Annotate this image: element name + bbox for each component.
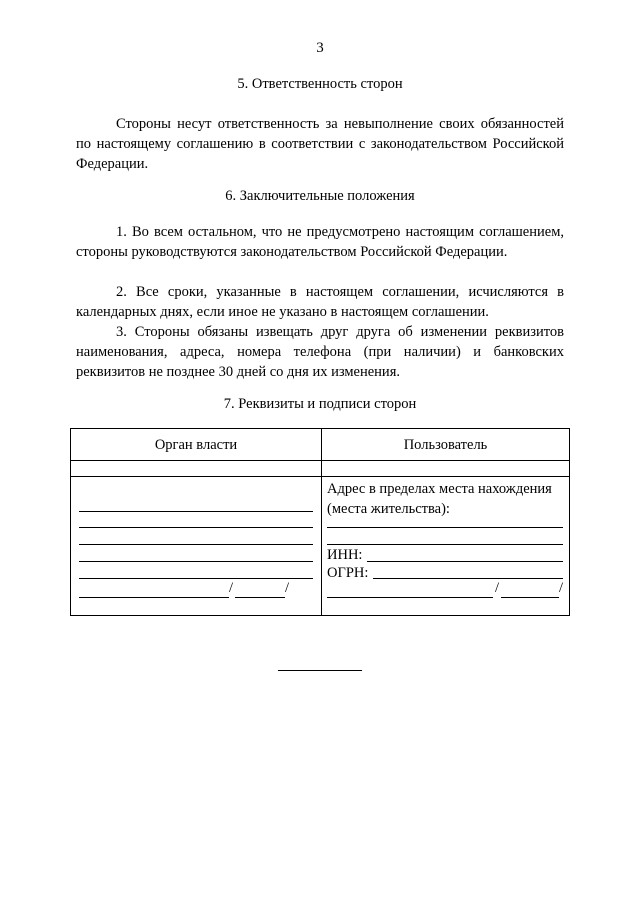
- user-inn-line[interactable]: [367, 561, 563, 562]
- section-6-item-2-text: 2. Все сроки, указанные в настоящем соглашении, исчисляются в календарных днях, если иное не указано в настоящем соглашении.: [76, 284, 564, 320]
- user-ogrn-line[interactable]: [373, 578, 563, 579]
- user-ogrn-label: ОГРН:: [327, 565, 369, 581]
- authority-signature-line[interactable]: [79, 597, 229, 598]
- table-row-divider: [71, 476, 569, 477]
- page-number: 3: [316, 40, 324, 56]
- section-7-heading: 7. Реквизиты и подписи сторон: [223, 396, 417, 412]
- end-of-document-rule: [278, 670, 362, 671]
- user-address-line-1[interactable]: [327, 527, 563, 528]
- section-6-item-2: [76, 282, 564, 322]
- section-5-body: Стороны несут ответственность за невыполнение своих обязанностей по настоящему соглашению в соответствии с законодательством Российской Федерации.: [76, 116, 564, 172]
- user-address-label: Адрес в пределах места нахождения (места жительства):: [327, 481, 552, 517]
- section-5-text: [76, 114, 564, 174]
- user-signature-line[interactable]: [327, 597, 493, 598]
- authority-column-header: Орган власти: [154, 437, 238, 453]
- user-signature-separator-2: /: [559, 580, 564, 596]
- authority-line-2[interactable]: [79, 527, 313, 528]
- section-6-item-1-text: 1. Во всем остальном, что не предусмотрено настоящим соглашением, стороны руководствуются законодательством Российской Федерации.: [76, 224, 564, 260]
- authority-line-5[interactable]: [79, 578, 313, 579]
- user-inn-label: ИНН:: [327, 547, 363, 563]
- user-name-line[interactable]: [501, 597, 559, 598]
- section-6-heading: 6. Заключительные положения: [225, 188, 415, 204]
- authority-line-1[interactable]: [79, 511, 313, 512]
- requisites-table: [70, 428, 570, 616]
- table-header-divider: [71, 460, 569, 461]
- section-5-heading: 5. Ответственность сторон: [237, 76, 403, 92]
- authority-line-3[interactable]: [79, 544, 313, 545]
- section-6-item-3-text: 3. Стороны обязаны извещать друг друга об изменении реквизитов наименования, адреса, номера телефона (при наличии) и банковских реквизитов не позднее 30 дней со дня их изменения.: [76, 324, 564, 380]
- table-column-divider: [321, 429, 322, 615]
- section-6-item-1: [76, 222, 564, 262]
- authority-signature-separator-1: /: [229, 580, 234, 596]
- authority-name-line[interactable]: [235, 597, 285, 598]
- authority-signature-separator-2: /: [285, 580, 290, 596]
- authority-line-4[interactable]: [79, 561, 313, 562]
- section-6-item-3: [76, 322, 564, 382]
- user-column-header: Пользователь: [403, 437, 488, 453]
- user-signature-separator-1: /: [495, 580, 500, 596]
